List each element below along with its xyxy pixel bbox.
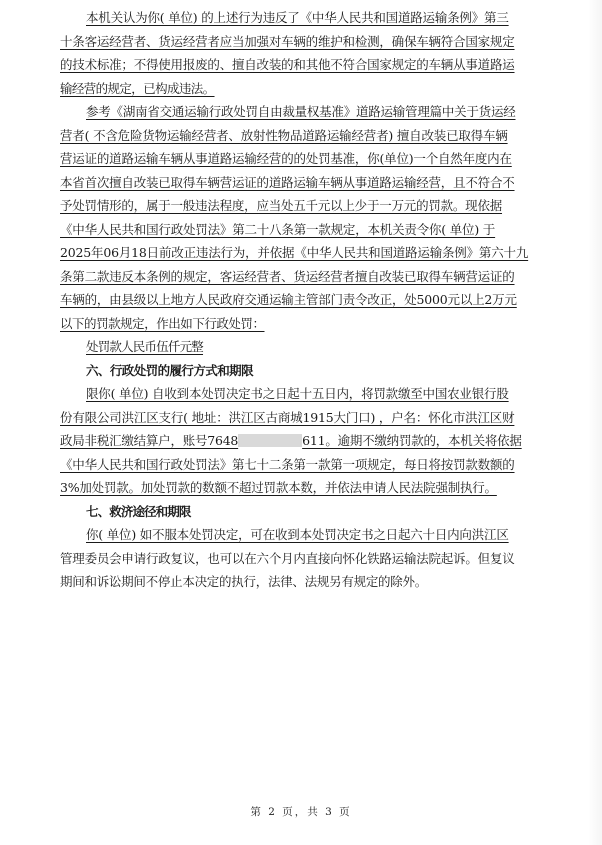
text-line <box>60 523 560 547</box>
paragraph-penalty-amount <box>60 335 560 359</box>
penalty-text: 处罚款人民币伍仟元整 <box>86 339 204 354</box>
paragraph-penalty-basis <box>60 100 560 335</box>
paragraph-violation-finding <box>60 6 560 100</box>
text-line: 2025年06月18日前改正违法行为，并依据《中华人民共和国道路运输条例》第六十九 <box>60 245 529 260</box>
text-line: 十条客运经营者、货运经营者应当加强对车辆的维护和检测，确保车辆符合国家规定 <box>60 33 515 49</box>
text-line: 以下的罚款规定，作出如下行政处罚： <box>60 315 265 331</box>
redacted-block <box>238 434 302 447</box>
text-line: 车辆的，由县级以上地方人民政府交通运输主管部门责令改正，处5000元以上2万元 <box>60 292 517 307</box>
text-line: 予处罚情形的，属于一般违法程度，应当处五千元以上少于一万元的罚款。现依据 <box>60 198 503 213</box>
text-line: 份有限公司洪江区支行( 地址：洪江区古商城1915大门口) ，户名：怀化市洪江区财 <box>60 409 515 425</box>
penalty-line <box>60 335 560 359</box>
text-line: 3%加处罚款。加处罚款的数额不超过罚款本数，并依法申请人民法院强制执行。 <box>60 480 497 495</box>
text-line: 期间和诉讼期间不停止本决定的执行，法律、法规另有规定的除外。 <box>60 574 427 589</box>
text-line: 营者( 不含危险货物运输经营者、放射性物品道路运输经营者) 擅自改装已取得车辆 <box>60 127 508 143</box>
text-line: 《中华人民共和国行政处罚法》第七十二条第一款第一项规定，每日将按罚款数额的 <box>60 456 515 472</box>
text-line: 的技术标准；不得使用报废的、擅自改装的和其他不符合国家规定的车辆从事道路运 <box>60 57 515 72</box>
account-suffix: 611。逾期不缴纳罚款的，本机关将依据 <box>302 433 522 448</box>
text-line: 输经营的规定，已构成违法。 <box>60 80 215 96</box>
text-line: 限你( 单位) 自收到本处罚决定书之日起十五日内，将罚款缴至中国农业银行股 <box>86 386 509 401</box>
paragraph-payment <box>60 382 560 500</box>
text-line: 《中华人民共和国行政处罚法》第二十八条第一款规定，本机关责令你( 单位) 于 <box>60 221 496 237</box>
text-line: 条第二款违反本条例的规定，客运经营者、货运经营者擅自改装已取得车辆营运证的 <box>60 268 515 284</box>
text-line: 本机关认为你( 单位) 的上述行为违反了《中华人民共和国道路运输条例》第三 <box>86 10 509 25</box>
page-number: 第 2 页，共 3 页 <box>250 806 352 818</box>
page-footer <box>0 804 602 819</box>
paragraph-remedy <box>60 523 560 594</box>
section-heading-7: 七、救济途径和期限 <box>86 503 191 519</box>
text-line-account <box>60 429 560 453</box>
section-heading-6: 六、行政处罚的履行方式和期限 <box>86 362 254 378</box>
account-prefix: 政局非税汇缴结算户，账号7648 <box>60 433 239 448</box>
text-line: 本省首次擅自改装已取得车辆营运证的道路运输车辆从事道路运输经营，且不符合不 <box>60 174 515 190</box>
text-line: 参考《湖南省交通运输行政处罚自由裁量权基准》道路运输管理篇中关于货运经 <box>86 104 516 119</box>
text-line: 营运证的道路运输车辆从事道路运输经营的的处罚基准，你(单位)一个自然年度内在 <box>60 151 512 166</box>
page-edge-shadow <box>588 0 602 845</box>
text-line-content: 你( 单位) 如不服本处罚决定，可在收到本处罚决定书之日起六十日内向洪江区 <box>86 527 509 542</box>
document-body <box>60 6 560 594</box>
text-line: 管理委员会申请行政复议，也可以在六个月内直接向怀化铁路运输法院起诉。但复议 <box>60 550 515 566</box>
